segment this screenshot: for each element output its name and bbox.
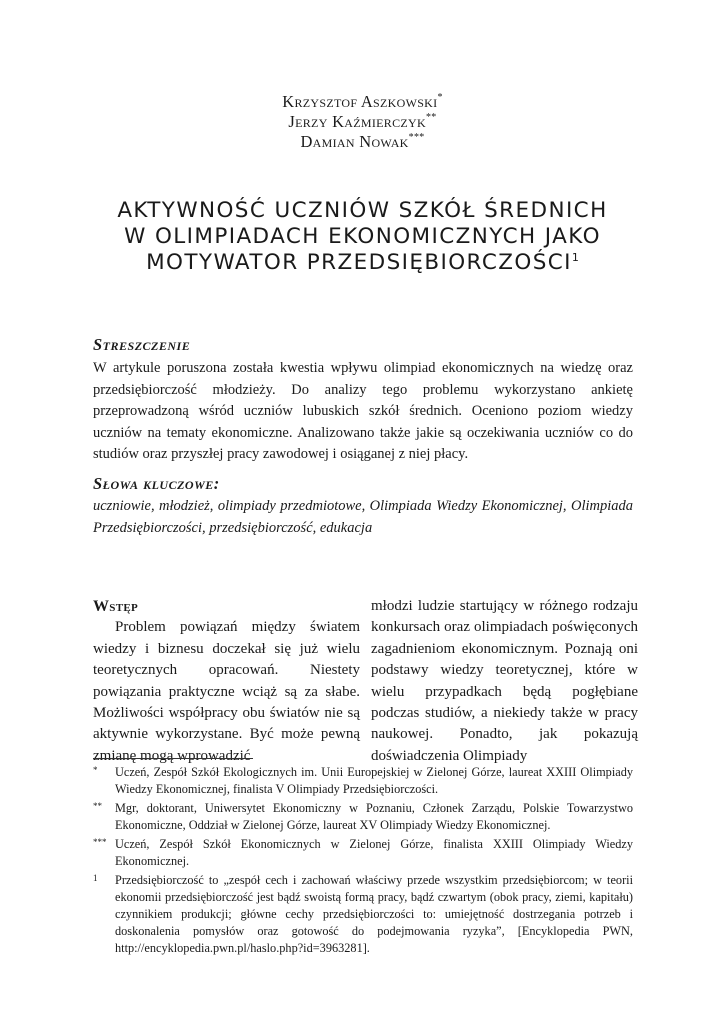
keywords-heading: Słowa kluczowe: bbox=[93, 474, 220, 493]
footnote bbox=[93, 872, 633, 957]
author-list bbox=[0, 92, 725, 152]
footnote-marker: 1 bbox=[93, 873, 98, 883]
intro-paragraph-continued: młodzi ludzie startujący w różnego rodzaju konkursach oraz olimpiadach poświęconych zagadnieniom ekonomicznym. Poznają oni podstawy wiedzy teoretycznej, które w wielu przypadkach będą pogłębiane podczas studiów, a niekiedy także w pracy naukowej. Ponadto, jak pokazują doświadczenia Olimpiady bbox=[371, 598, 638, 764]
footnote-marker: *** bbox=[408, 132, 425, 143]
intro-left-column bbox=[93, 596, 360, 767]
footnote-marker: ** bbox=[425, 112, 437, 123]
intro-heading: Wstęp bbox=[93, 598, 139, 615]
abstract-heading: Streszczenie bbox=[93, 335, 191, 354]
footnote-divider bbox=[93, 758, 253, 759]
intro-right-column bbox=[371, 596, 638, 767]
footnote-marker: *** bbox=[93, 837, 107, 847]
title-footnote-ref: 1 bbox=[571, 251, 579, 264]
footnotes bbox=[93, 764, 633, 959]
keywords-text: uczniowie, młodzież, olimpiady przedmiotowe, Olimpiada Wiedzy Ekonomicznej, Olimpiada Przedsiębiorczości, przedsiębiorczość, edukacja bbox=[93, 498, 633, 536]
footnote-marker: ** bbox=[93, 801, 102, 811]
article-title bbox=[60, 198, 665, 276]
author-line: Krzysztof Aszkowski* bbox=[282, 92, 443, 111]
footnote bbox=[93, 800, 633, 834]
footnote-marker: * bbox=[437, 92, 443, 103]
footnote bbox=[93, 836, 633, 870]
footnote bbox=[93, 764, 633, 798]
title-line: MOTYWATOR PRZEDSIĘBIORCZOŚCI$^1$ bbox=[146, 250, 579, 275]
author-line: Damian Nowak*** bbox=[300, 132, 425, 151]
author-line: Jerzy Kaźmierczyk** bbox=[288, 112, 437, 131]
intro-paragraph: Problem powiązań między światem wiedzy i biznesu doczekał się już wielu teoretycznych opracowań. Niestety powiązania praktyczne wciąż są za słabe. Możliwości współpracy obu światów nie są aktywnie wykorzystane. Być może pewną zmianę mogą wprowadzić bbox=[93, 619, 360, 764]
footnote-text: Mgr, doktorant, Uniwersytet Ekonomiczny w Poznaniu, Członek Zarządu, Polskie Towarzystwo Ekonomiczne, Oddział w Zielonej Górze, laureat XV Olimpiady Wiedzy Ekonomicznej. bbox=[115, 801, 633, 832]
title-line: W OLIMPIADACH EKONOMICZNYCH JAKO bbox=[124, 224, 601, 249]
title-line: AKTYWNOŚĆ UCZNIÓW SZKÓŁ ŚREDNICH bbox=[117, 198, 608, 223]
footnote-text: Uczeń, Zespół Szkół Ekonomicznych w Zielonej Górze, finalista XXIII Olimpiady Wiedzy Ekonomicznej. bbox=[115, 837, 633, 868]
footnote-text: Uczeń, Zespół Szkół Ekologicznych im. Unii Europejskiej w Zielonej Górze, laureat XXIII Olimpiady Wiedzy Ekonomicznej, finalista V Olimpiady Przedsiębiorczości. bbox=[115, 765, 633, 796]
footnote-text: Przedsiębiorczość to „zespół cech i zachowań właściwy przede wszystkim przedsiębiorcom; w teorii ekonomii przedsiębiorczość jest bądź swoistą formą pracy, bądź czwartym (obok pracy, ziemi, kapitału) czynnikiem produkcji; główne cechy przedsiębiorczości to: umiejętność dostrzegania potrzeb i doskonalenia pomysłów oraz gotowość do podejmowania ryzyka”, [Encyklopedia PWN, http://encyklopedia.pwn.pl/haslo.php?id=3963281]. bbox=[115, 873, 633, 955]
footnote-marker: * bbox=[93, 765, 98, 775]
abstract-text: W artykule poruszona została kwestia wpływu olimpiad ekonomicznych na wiedzę oraz przedsiębiorczość młodzieży. Do analizy tego problemu wykorzystano ankietę przeprowadzoną wśród uczniów lubuskich szkół średnich. Oceniono poziom wiedzy uczniów na tematy ekonomiczne. Analizowano także jakie są oczekiwania uczniów co do studiów oraz przyszłej pracy zawodowej i osiąganej z niej płacy. bbox=[93, 360, 633, 462]
